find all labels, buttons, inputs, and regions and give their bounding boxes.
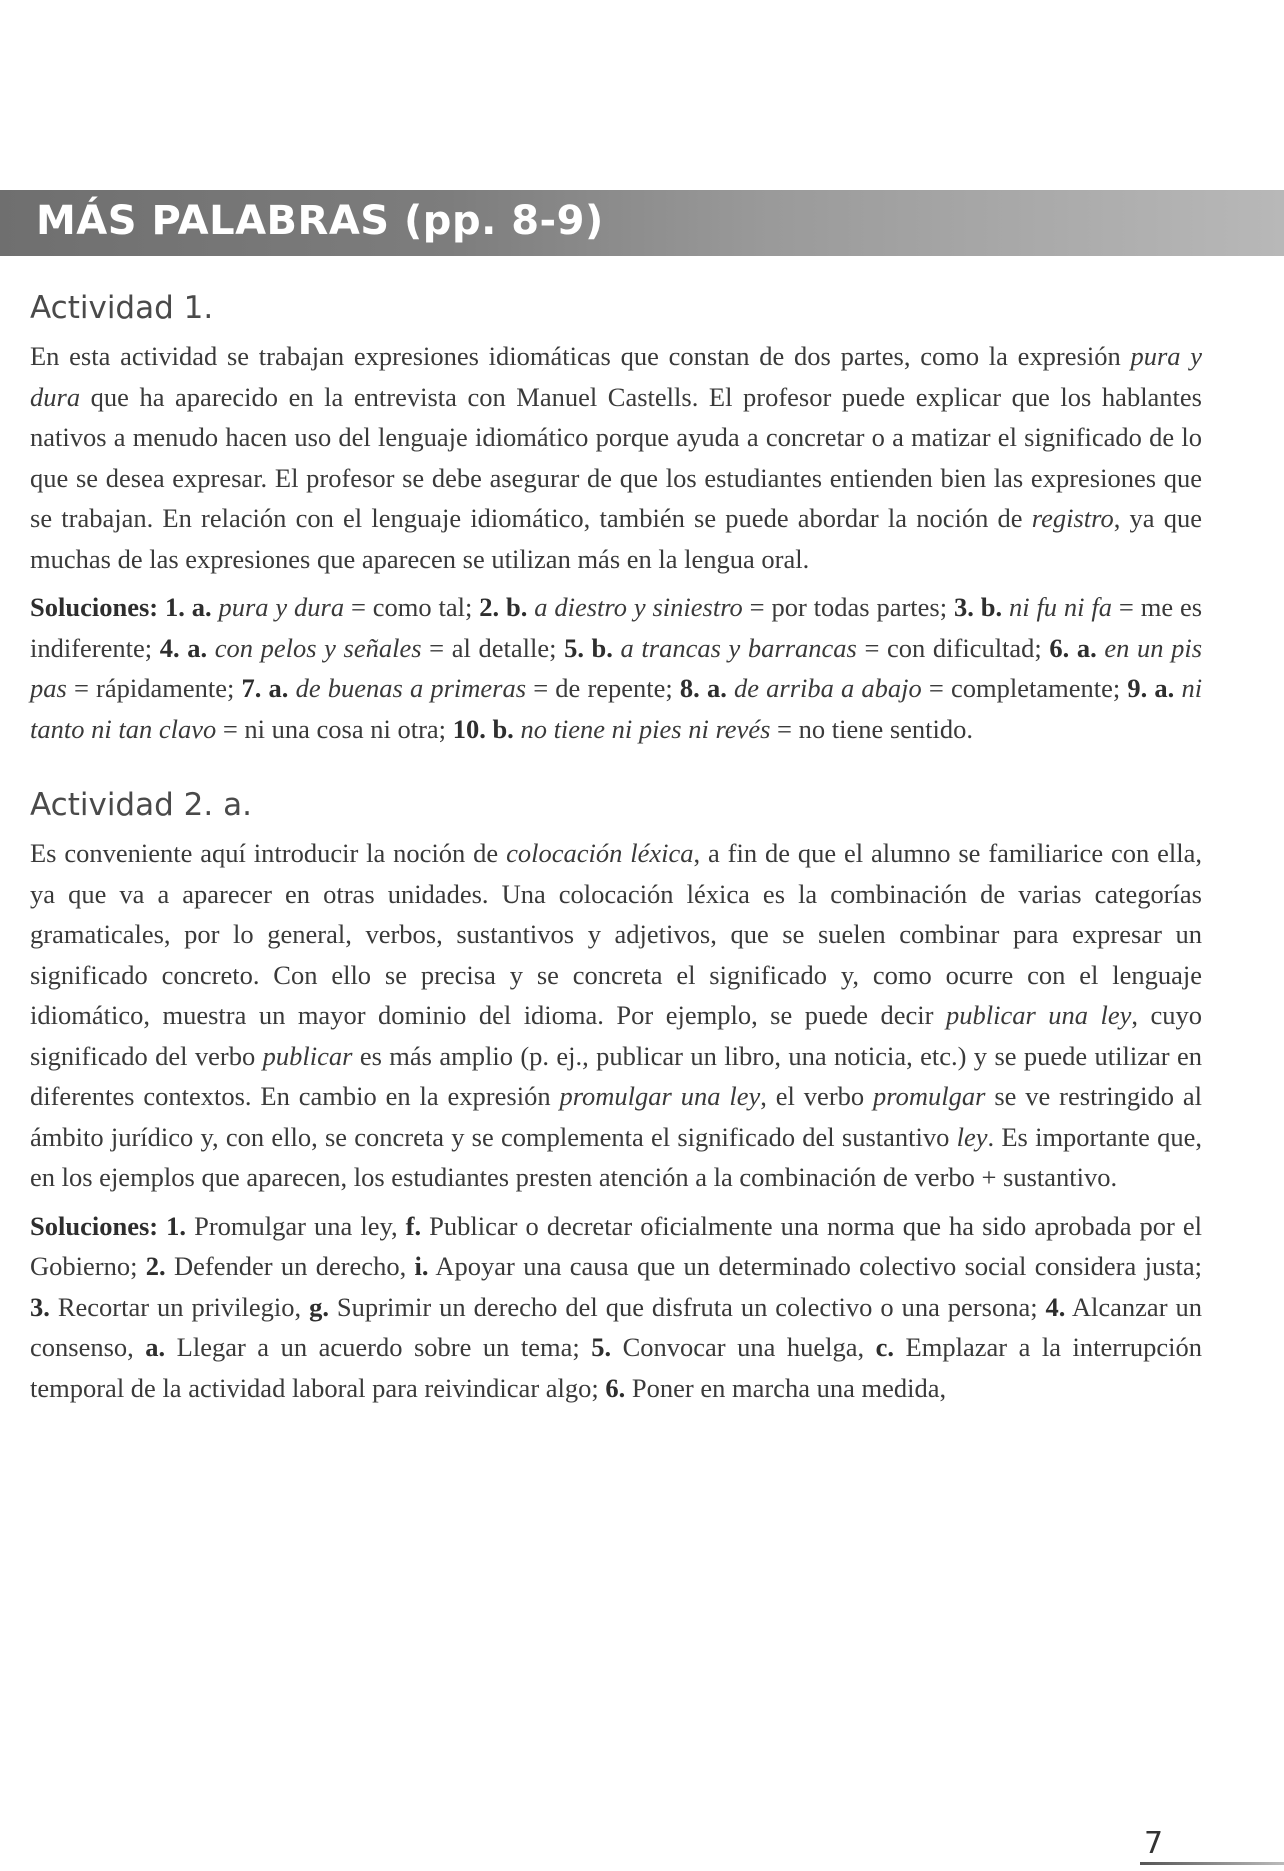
text-run: Convocar una huelga,: [611, 1332, 876, 1362]
italic-run: promulgar: [873, 1081, 986, 1111]
bold-run: 1.: [166, 1210, 187, 1241]
bold-run: 5.: [591, 1332, 612, 1362]
italic-run: colocación léxica: [506, 838, 694, 868]
text-run: que ha aparecido en la entrevista con Manuel Castells. El profesor puede explicar que los hablantes nativos a menudo hacen uso del lenguaje idiomático porque ayuda a concretar o a matizar el significado de lo que se desea expresar. El profesor se debe asegurar de que los estudiantes entienden bien las expresiones que se trabajan. En relación con el lenguaje idiomático, también se puede abordar la noción de: [30, 381, 1202, 533]
text-run: [288, 673, 295, 703]
italic-run: con pelos y señales: [214, 632, 422, 663]
bold-run: 4. a.: [159, 632, 208, 663]
italic-run: ni fu ni fa: [1008, 592, 1113, 622]
page-content: [30, 290, 1202, 1408]
page-number-rule: [1140, 1862, 1284, 1865]
bold-run: Soluciones:: [30, 1210, 159, 1241]
text-run: , cuyo significado del verbo: [30, 1000, 1203, 1071]
activity-2-heading: Actividad 2. a.: [30, 787, 252, 823]
text-run: Poner en marcha una medida,: [625, 1372, 947, 1403]
text-run: Promulgar una ley,: [186, 1210, 406, 1241]
text-run: = de repente;: [526, 673, 680, 703]
page-number: 7: [1144, 1826, 1164, 1861]
bold-run: 6. a.: [1049, 632, 1097, 663]
text-run: , a fin de que el alumno se familiarice con ella, ya que va a aparecer en otras unidades. Una colocación léxica es la combinación de varias categorías gramaticales, por lo general, verbos, sustantivos y adjetivos, que se suelen combinar para expresar un significado concreto. Con ello se precisa y se concreta el significado y, como ocurre con el lenguaje idiomático, muestra un mayor dominio del idioma. Por ejemplo, se puede decir: [30, 838, 1202, 1030]
activity-2-intro: [30, 833, 1202, 1198]
italic-run: publicar una ley: [945, 1000, 1132, 1030]
text-run: [727, 673, 734, 703]
text-run: = rápidamente;: [66, 673, 242, 703]
activity-2-solutions: [30, 1206, 1202, 1409]
italic-run: no tiene ni pies ni revés: [520, 713, 771, 744]
text-run: Publicar o decretar oficialmente una norma que ha sido aprobada por el Gobierno;: [30, 1210, 1203, 1281]
text-run: Es conveniente aquí introducir la noción de: [30, 838, 507, 868]
text-run: [158, 1211, 166, 1241]
text-run: Defender un derecho,: [165, 1251, 415, 1281]
text-run: Apoyar una causa que un determinado colectivo social considera justa;: [428, 1251, 1203, 1281]
bold-run: i.: [414, 1251, 429, 1281]
bold-run: g.: [309, 1291, 329, 1322]
text-run: = por todas partes;: [742, 592, 954, 622]
text-run: Recortar un privilegio,: [49, 1291, 310, 1322]
bold-run: 6.: [605, 1372, 626, 1403]
bold-run: 5. b.: [564, 632, 613, 663]
text-run: , el verbo: [760, 1081, 874, 1111]
text-run: En esta actividad se trabajan expresiones idiomáticas que constan de dos partes, como la expresión: [30, 341, 1131, 371]
text-run: = al detalle;: [421, 632, 565, 663]
bold-run: 10. b.: [452, 713, 514, 744]
bold-run: c.: [875, 1332, 895, 1362]
text-run: = con dificultad;: [856, 632, 1050, 663]
bold-run: 9. a.: [1127, 673, 1175, 703]
text-run: Emplazar a la interrupción temporal de la actividad laboral para reivindicar algo;: [30, 1332, 1202, 1403]
text-run: , ya que muchas de las expresiones que aparecen se utilizan más en la lengua oral.: [30, 503, 1203, 574]
italic-run: registro: [1031, 503, 1114, 533]
italic-run: ley: [956, 1121, 988, 1152]
section-banner: [0, 190, 1284, 256]
activity-1-solutions: [30, 587, 1202, 749]
text-run: es más amplio (p. ej., publicar un libro, una noticia, etc.) y se puede utilizar en diferentes contextos. En cambio en la expresión: [30, 1040, 1202, 1111]
bold-run: 8. a.: [679, 673, 727, 703]
bold-run: 2. b.: [479, 592, 528, 622]
activity-1-intro: [30, 336, 1202, 579]
text-run: = no tiene sentido.: [770, 713, 974, 744]
bold-run: 2.: [145, 1251, 166, 1281]
text-run: [613, 633, 621, 663]
italic-run: de buenas a primeras: [295, 673, 527, 703]
italic-run: promulgar una ley: [559, 1081, 761, 1111]
bold-run: 1. a.: [164, 592, 212, 622]
italic-run: publicar: [262, 1040, 353, 1071]
activity-1-heading: Actividad 1.: [30, 290, 214, 326]
bold-run: 4.: [1045, 1291, 1066, 1322]
text-run: se ve restringido al ámbito jurídico y, con ello, se concreta y se complementa el significado del sustantivo: [30, 1081, 1203, 1152]
italic-run: pura y dura: [218, 592, 345, 622]
text-run: [207, 633, 215, 663]
italic-run: a trancas y barrancas: [620, 632, 857, 663]
section-title: MÁS PALABRAS (pp. 8-9): [36, 198, 604, 244]
text-run: Alcanzar un consenso,: [30, 1291, 1202, 1362]
italic-run: de arriba a abajo: [733, 673, 922, 703]
italic-run: en un pis pas: [30, 632, 1203, 703]
bold-run: f.: [405, 1210, 422, 1241]
text-run: [1002, 592, 1009, 622]
bold-run: Soluciones:: [30, 592, 159, 622]
bold-run: 3. b.: [953, 592, 1003, 622]
italic-run: a diestro y siniestro: [534, 592, 743, 622]
text-run: Suprimir un derecho del que disfruta un colectivo o una persona;: [328, 1291, 1046, 1322]
text-run: = ni una cosa ni otra;: [216, 713, 453, 744]
text-run: = completamente;: [921, 673, 1128, 703]
text-run: . Es importante que, en los ejemplos que aparecen, los estudiantes presten atención a la combinación de verbo + sustantivo.: [30, 1121, 1202, 1192]
text-run: Llegar a un acuerdo sobre un tema;: [165, 1332, 592, 1362]
bold-run: 3.: [30, 1291, 50, 1322]
bold-run: 7. a.: [241, 673, 289, 703]
text-run: = como tal;: [344, 592, 480, 622]
italic-run: ni tanto ni tan clavo: [30, 673, 1203, 744]
italic-run: pura y dura: [30, 341, 1202, 412]
text-run: [158, 592, 165, 622]
bold-run: a.: [145, 1332, 166, 1362]
text-run: = me es indiferente;: [30, 592, 1203, 663]
